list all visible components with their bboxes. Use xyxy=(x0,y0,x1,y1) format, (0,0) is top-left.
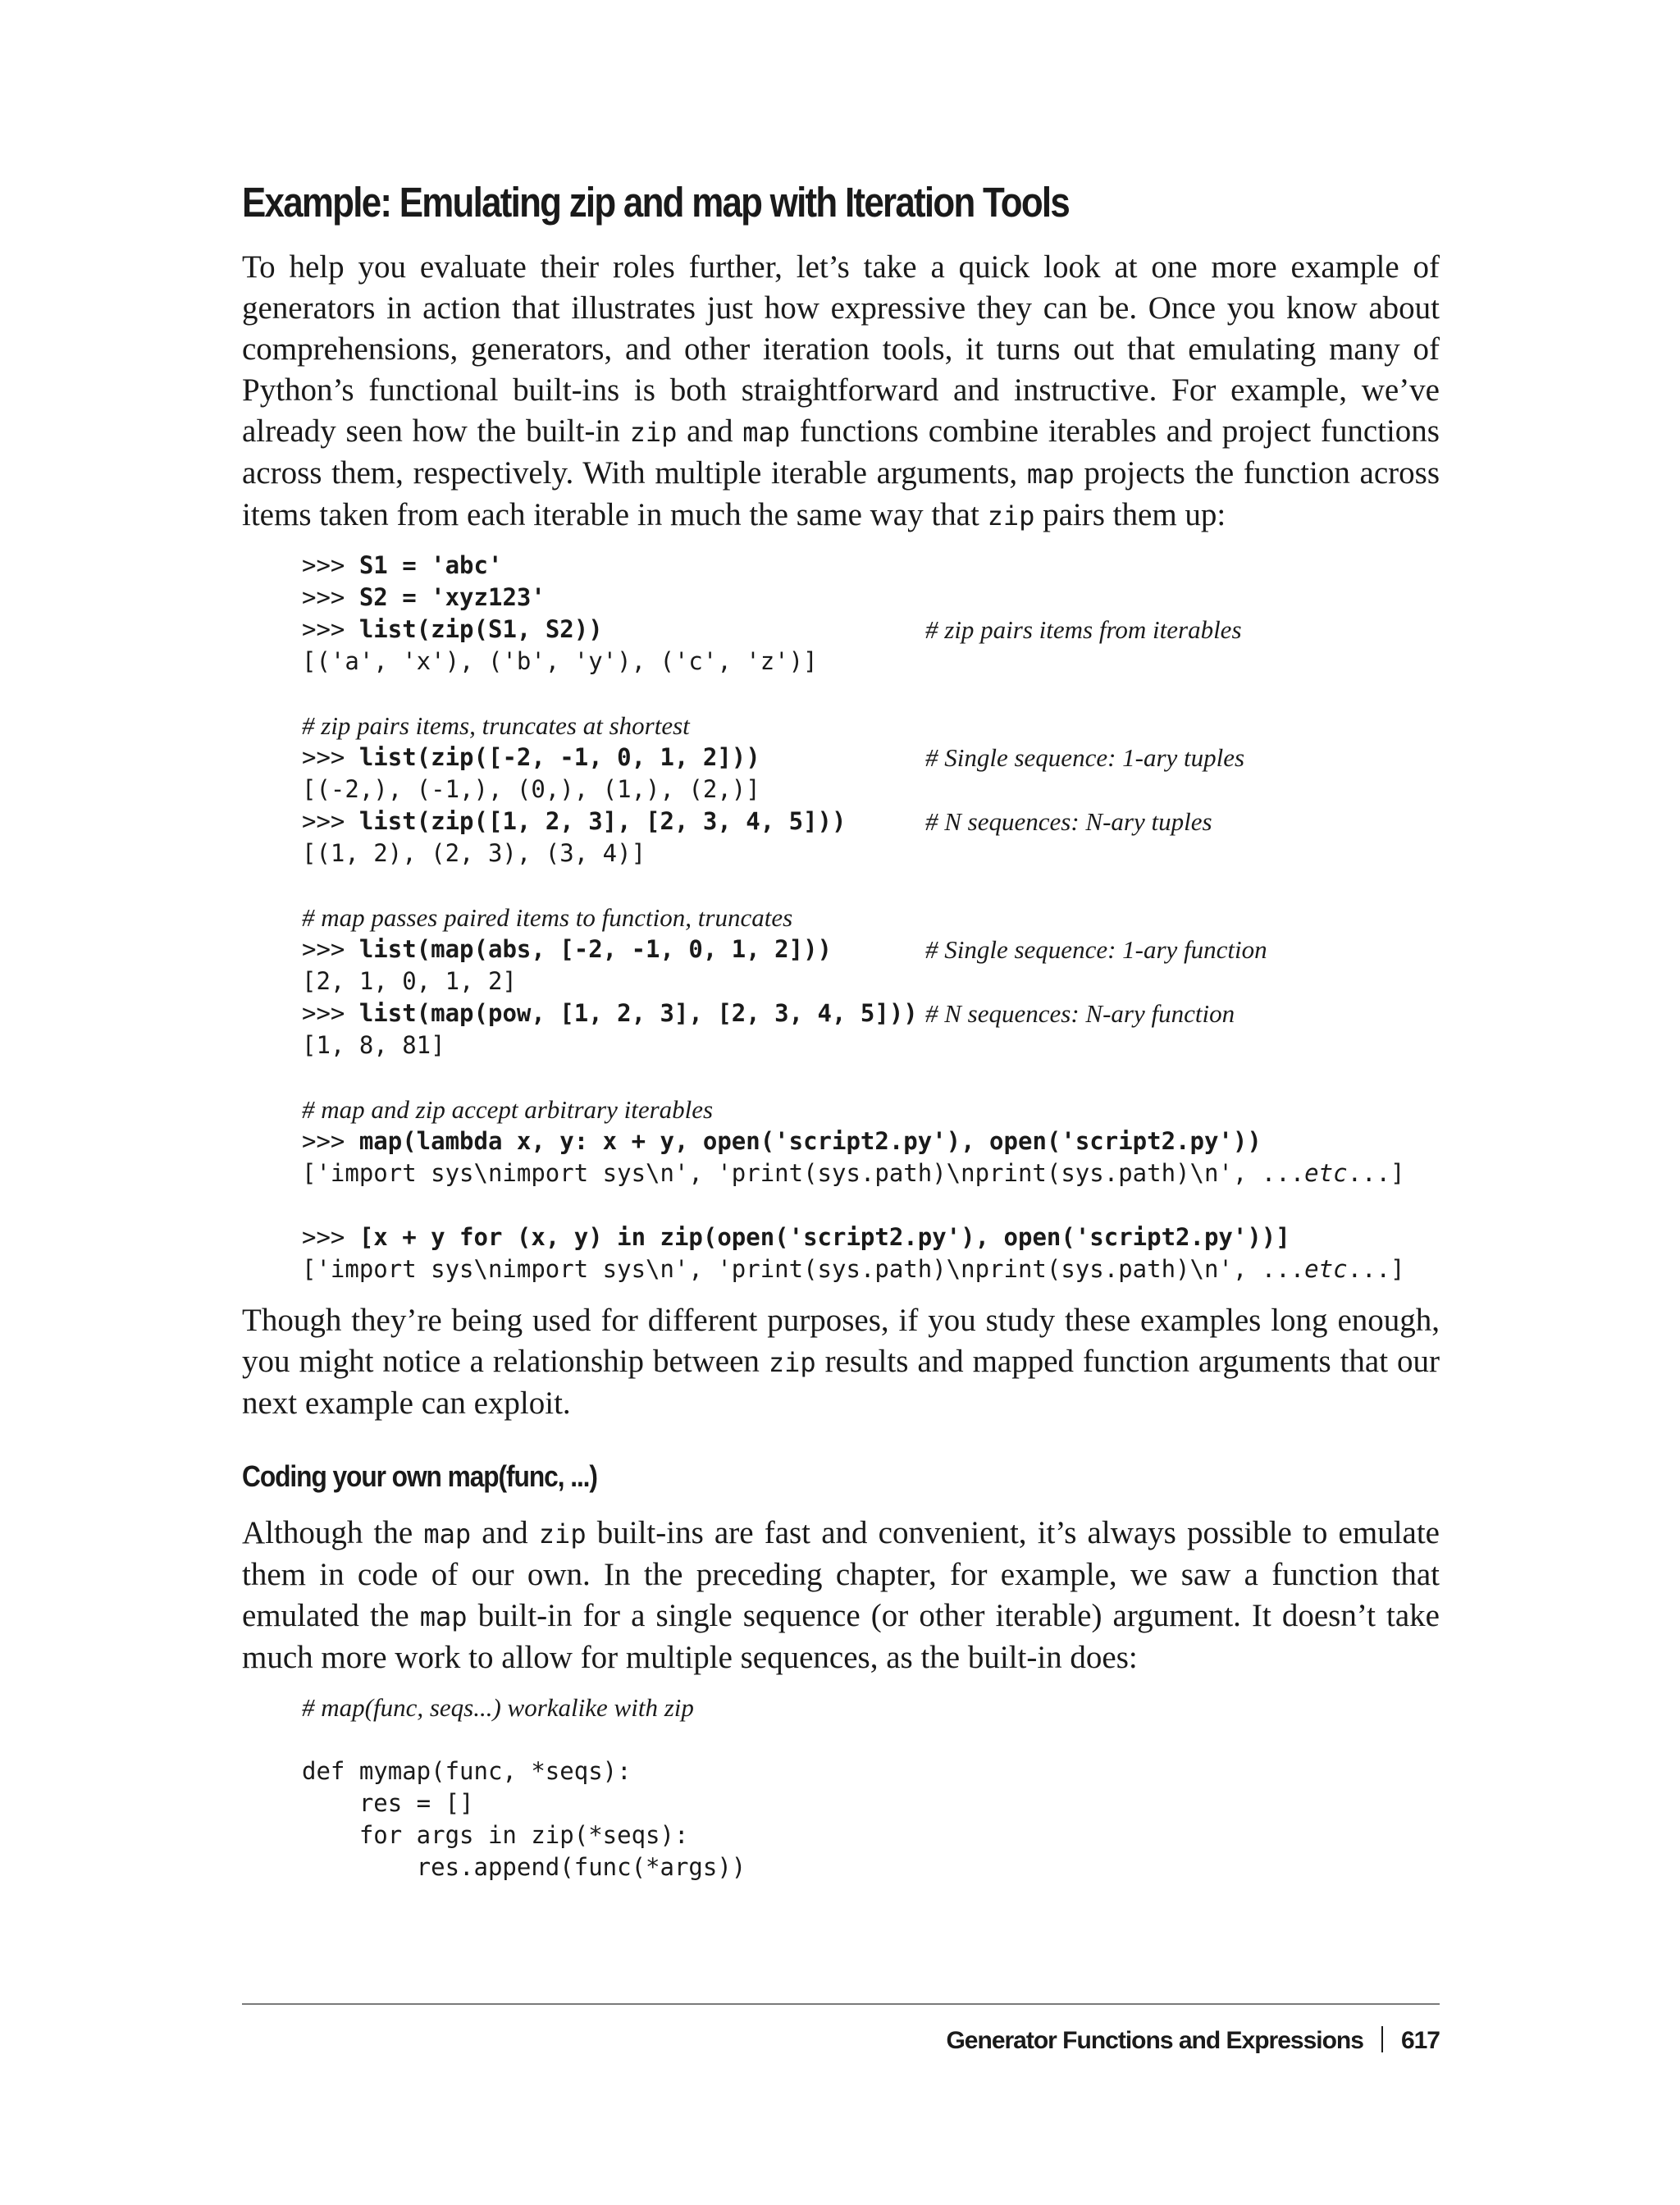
code-blank-line xyxy=(302,1189,1440,1221)
prompt: >>> xyxy=(302,999,359,1027)
prompt: >>> xyxy=(302,807,359,835)
prompt: >>> xyxy=(302,1127,359,1155)
prompt: >>> xyxy=(302,583,359,611)
inline-comment: # N sequences: N-ary function xyxy=(925,999,1235,1028)
code-line xyxy=(302,1157,1440,1189)
text-run: projects the function across items taken from each iterable in much the same way that xyxy=(242,455,1440,532)
code-input: list(zip([1, 2, 3], [2, 3, 4, 5])) xyxy=(358,807,847,835)
code-line xyxy=(302,1029,1440,1061)
code-output: ['import sys\nimport sys\n', 'print(sys.path)\nprint(sys.path)\n', ... xyxy=(302,1255,1305,1283)
code-line xyxy=(302,1221,1440,1253)
inline-code: zip xyxy=(629,417,678,448)
code-input: list(map(abs, [-2, -1, 0, 1, 2])) xyxy=(358,935,833,963)
text-run: built-ins are fast and convenient, it’s always possible to emulate them in code of our own. In the preceding chapter, for example, we saw a function that emulated the xyxy=(242,1515,1440,1633)
inline-code: map xyxy=(742,417,791,448)
code-line xyxy=(302,774,1440,806)
code-block-mymap xyxy=(302,1691,1440,1883)
page-content xyxy=(242,176,1440,1898)
code-output: [(1, 2), (2, 3), (3, 4)] xyxy=(302,839,646,867)
code-output: [(-2,), (-1,), (0,), (1,), (2,)] xyxy=(302,775,760,803)
code-output: [('a', 'x'), ('b', 'y'), ('c', 'z')] xyxy=(302,647,818,675)
code-blank-line xyxy=(302,1723,1440,1755)
text-run: results and mapped function arguments that our next example can exploit. xyxy=(242,1344,1440,1421)
code-output-end: ...] xyxy=(1347,1255,1405,1283)
inline-code: map xyxy=(423,1518,472,1550)
inline-comment: # N sequences: N-ary tuples xyxy=(925,807,1212,836)
code-output-ellipsis: etc xyxy=(1304,1255,1348,1283)
code-comment: # map and zip accept arbitrary iterables xyxy=(302,1095,714,1124)
footer-chapter-title: Generator Functions and Expressions xyxy=(946,2027,1363,2054)
subsection-title: Coding your own map(func, ...) xyxy=(242,1459,597,1493)
code-input: S1 = 'abc' xyxy=(358,551,503,579)
code-line xyxy=(302,966,1440,998)
code-output: res.append(func(*args)) xyxy=(302,1853,746,1881)
section-title: Example: Emulating zip and map with Iteration Tools xyxy=(242,179,1070,226)
prompt: >>> xyxy=(302,743,359,771)
code-input: map(lambda x, y: x + y, open('script2.py'), open('script2.py')) xyxy=(358,1127,1262,1155)
code-blank-line xyxy=(302,678,1440,710)
code-line xyxy=(302,806,1440,838)
code-line xyxy=(302,838,1440,870)
code-line xyxy=(302,550,1440,582)
inline-code: map xyxy=(419,1601,468,1632)
code-blank-line xyxy=(302,1061,1440,1093)
code-line xyxy=(302,998,1440,1029)
code-line xyxy=(302,1851,1440,1883)
inline-code: map xyxy=(1026,459,1075,490)
code-comment: # map passes paired items to function, truncates xyxy=(302,903,793,932)
code-input: S2 = 'xyz123' xyxy=(358,583,546,611)
code-output: [1, 8, 81] xyxy=(302,1031,445,1059)
code-comment: # zip pairs items, truncates at shortest xyxy=(302,711,690,740)
text-run: and xyxy=(677,413,743,449)
running-footer xyxy=(946,2026,1440,2055)
text-run: functions combine iterables and project functions across them, respectively. With multiple iterable arguments, xyxy=(242,413,1440,491)
code-output: [2, 1, 0, 1, 2] xyxy=(302,967,517,995)
relationship-paragraph xyxy=(242,1300,1440,1424)
code-blank-line xyxy=(302,870,1440,902)
page-footer xyxy=(242,2003,1440,2054)
page-number: 617 xyxy=(1400,2027,1440,2054)
code-line xyxy=(302,646,1440,678)
intro-paragraph xyxy=(242,247,1440,536)
code-line xyxy=(302,1755,1440,1787)
code-line xyxy=(302,1253,1440,1285)
inline-comment: # Single sequence: 1-ary tuples xyxy=(925,743,1245,772)
code-input: list(zip(S1, S2)) xyxy=(358,615,603,643)
code-line xyxy=(302,1125,1440,1157)
code-output-ellipsis: etc xyxy=(1304,1159,1348,1187)
inline-code: zip xyxy=(538,1518,587,1550)
code-line xyxy=(302,1093,1440,1125)
footer-separator xyxy=(1381,2026,1383,2052)
code-output: for args in zip(*seqs): xyxy=(302,1821,689,1849)
code-line xyxy=(302,1819,1440,1851)
code-output: def mymap(func, *seqs): xyxy=(302,1757,632,1785)
code-line xyxy=(302,902,1440,934)
prompt: >>> xyxy=(302,1223,359,1251)
code-line xyxy=(302,614,1440,646)
code-line xyxy=(302,710,1440,742)
code-input: [x + y for (x, y) in zip(open('script2.py'), open('script2.py'))] xyxy=(358,1223,1290,1251)
text-run: To help you evaluate their roles further, let’s take a quick look at one more example of generators in action that illustrates just how expressive they can be. Once you know about comprehensions, generators, and other iteration tools, it turns out that emulating many of Python’s functional built-ins is both straightforward and instructive. For example, we’ve already seen how the built-in xyxy=(242,249,1440,449)
inline-comment: # Single sequence: 1-ary function xyxy=(925,935,1267,964)
prompt: >>> xyxy=(302,551,359,579)
inline-comment: # zip pairs items from iterables xyxy=(925,615,1242,644)
inline-code: zip xyxy=(987,500,1035,532)
prompt: >>> xyxy=(302,615,359,643)
text-run: pairs them up: xyxy=(1034,497,1226,532)
code-block-zip-map xyxy=(302,550,1440,1285)
code-line xyxy=(302,742,1440,774)
code-line xyxy=(302,1787,1440,1819)
code-comment: # map(func, seqs...) workalike with zip xyxy=(302,1693,694,1722)
text-run: built-in for a single sequence (or other iterable) argument. It doesn’t take much more work to allow for multiple sequences, as the built-in does: xyxy=(242,1598,1440,1675)
code-input: list(zip([-2, -1, 0, 1, 2])) xyxy=(358,743,760,771)
inline-code: zip xyxy=(768,1347,816,1378)
prompt: >>> xyxy=(302,935,359,963)
code-output: res = [] xyxy=(302,1789,474,1817)
code-line xyxy=(302,934,1440,966)
text-run: and xyxy=(471,1515,539,1550)
code-line xyxy=(302,582,1440,614)
mymap-paragraph xyxy=(242,1513,1440,1678)
code-output: ['import sys\nimport sys\n', 'print(sys.path)\nprint(sys.path)\n', ... xyxy=(302,1159,1305,1187)
code-line xyxy=(302,1691,1440,1723)
code-input: list(map(pow, [1, 2, 3], [2, 3, 4, 5])) xyxy=(358,999,918,1027)
text-run: Although the xyxy=(242,1515,424,1550)
text-run: Though they’re being used for different purposes, if you study these examples long enough, you might notice a relationship between xyxy=(242,1303,1440,1379)
code-output-end: ...] xyxy=(1347,1159,1405,1187)
